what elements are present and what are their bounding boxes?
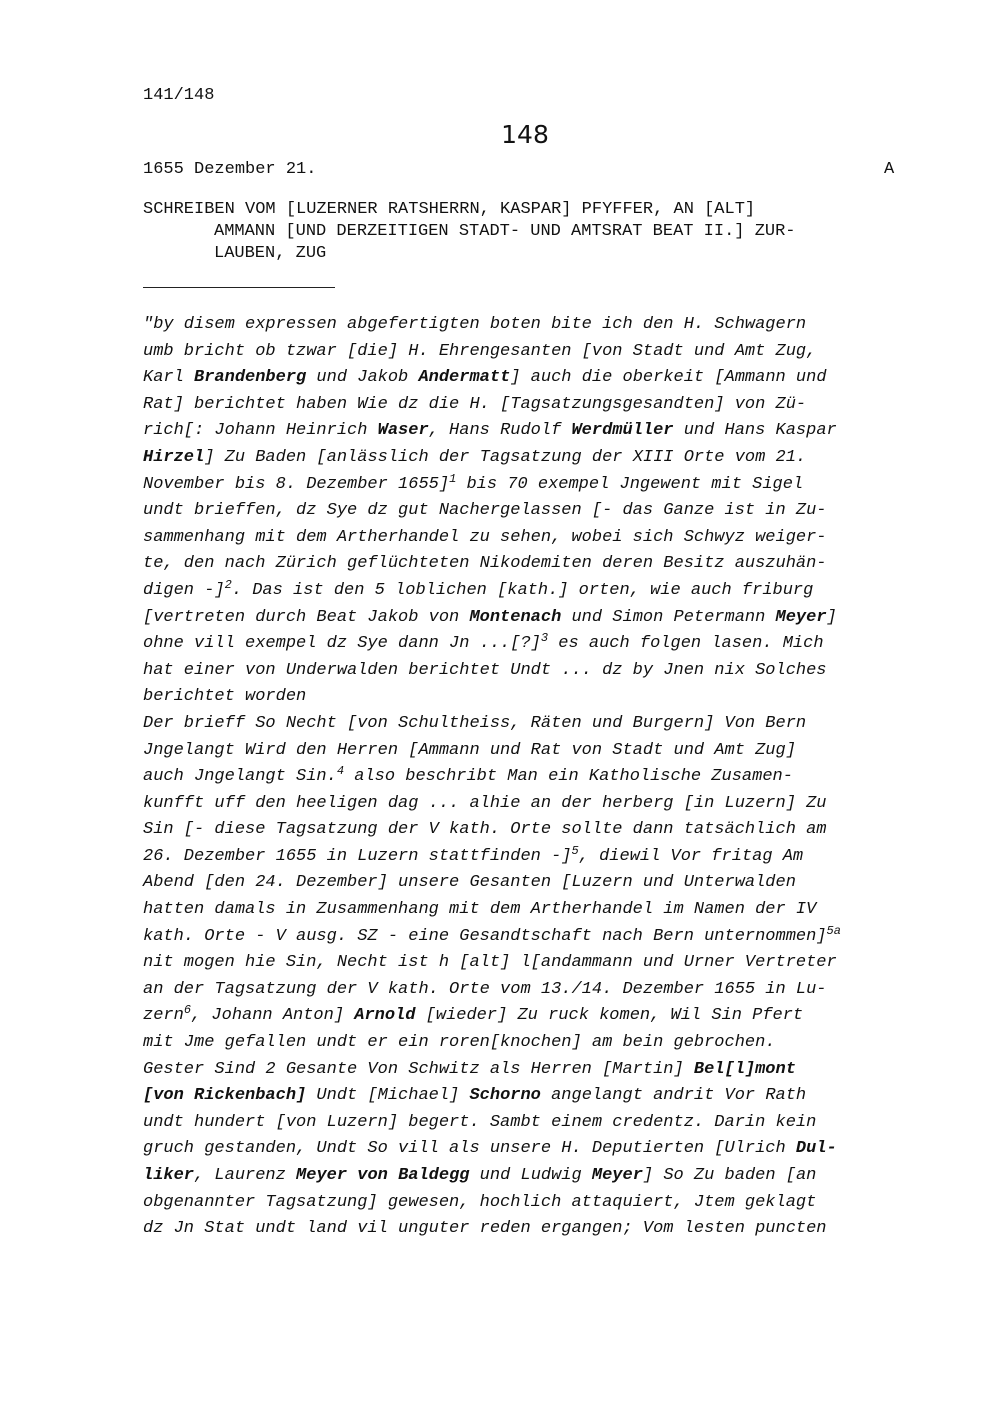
body-line	[143, 578, 943, 605]
body-text-segment: Rat] berichtet haben Wie dz die H. [Tagsatzungsgesandten] von Zü-	[143, 394, 807, 414]
body-text-segment: Gester Sind 2 Gesante Von Schwitz als Herren [Martin]	[143, 1059, 694, 1079]
body-line	[143, 897, 943, 924]
body-line	[143, 1083, 943, 1110]
body-line	[143, 1163, 943, 1190]
body-text-segment: und Simon Petermann	[561, 607, 776, 627]
page-reference: 141/148	[143, 86, 215, 105]
body-text-segment: ] auch die oberkeit [Ammann und	[510, 368, 827, 388]
body-line	[143, 977, 943, 1004]
body-line	[143, 605, 943, 632]
body-text-segment: und Ludwig	[469, 1166, 592, 1185]
body-text-segment: und Jakob	[306, 368, 419, 388]
footnote-marker: 3	[540, 631, 549, 646]
body-text-segment: , Johann Anton]	[191, 1006, 355, 1026]
body-text-segment: ] Zu Baden [anlässlich der Tagsatzung der XIII Orte vom 21.	[204, 447, 807, 467]
document-heading	[143, 199, 923, 265]
body-text-segment: [vertreten durch Beat Jakob von	[143, 607, 470, 627]
body-line	[143, 339, 943, 366]
body-text-segment: auch Jngelangt Sin.	[143, 767, 337, 787]
body-line	[143, 1057, 943, 1084]
body-line	[143, 844, 943, 871]
person-name: Meyer	[591, 1166, 643, 1185]
body-text-segment: gruch gestanden, Undt So vill als unsere H. Deputierten [Ulrich	[143, 1139, 796, 1159]
body-line	[143, 392, 943, 419]
body-text-segment: , Laurenz	[194, 1166, 297, 1185]
body-line	[143, 418, 943, 445]
person-name: Waser	[377, 421, 429, 441]
body-text-segment: hat einer von Underwalden berichtet Undt ... dz by Jnen nix Solches	[143, 660, 827, 680]
body-text-segment: mit Jme gefallen undt er ein roren[knochen] am bein gebrochen.	[143, 1033, 776, 1053]
person-name: liker	[143, 1166, 195, 1185]
body-line	[143, 924, 943, 951]
body-text-segment: digen -]	[143, 580, 225, 600]
body-text-segment: umb bricht ob tzwar [die] H. Ehrengesanten [von Stadt und Amt Zug,	[143, 341, 817, 361]
body-text-segment: November bis 8. Dezember 1655]	[143, 474, 450, 494]
footnote-marker: 5	[571, 843, 579, 858]
footnote-marker: 1	[449, 471, 457, 486]
body-text-segment: [wieder] Zu ruck komen, Wil Sin Pfert	[415, 1006, 804, 1026]
body-text-segment: bis 70 exempel Jngewent mit Sigel	[456, 474, 804, 494]
body-text-segment: also beschribt Man ein Katholische Zusamen-	[344, 767, 793, 787]
body-text-segment: dz Jn Stat undt land vil unguter reden ergangen; Vom lesten puncten	[143, 1219, 827, 1239]
body-line	[143, 870, 943, 897]
body-line	[143, 525, 943, 552]
body-line	[143, 1030, 943, 1057]
body-text-segment: . Das ist den 5 loblichen [kath.] orten, wie auch friburg	[231, 580, 814, 600]
person-name: Bel[l]mont	[693, 1059, 796, 1079]
person-name: Montenach	[469, 607, 562, 627]
body-text-segment: obgenannter Tagsatzung] gewesen, hochlich attaquiert, Jtem geklagt	[143, 1192, 817, 1212]
document-number: 148	[501, 120, 549, 149]
body-line	[143, 312, 943, 339]
body-text-segment: angelangt andrit Vor Rath	[540, 1086, 807, 1106]
body-text-segment: Sin [- diese Tagsatzung der V kath. Orte sollte dann tatsächlich am	[143, 820, 827, 840]
body-line	[143, 1136, 943, 1163]
body-line	[143, 365, 943, 392]
body-text-segment: ohne vill exempel dz Sye dann Jn ...[?]	[143, 634, 541, 654]
person-name: Meyer von Baldegg	[296, 1166, 470, 1185]
body-text-segment: , diewil Vor fritag Am	[578, 846, 804, 866]
body-text-segment: Abend [den 24. Dezember] unsere Gesanten [Luzern und Unterwalden	[143, 873, 796, 893]
heading-line: AMMANN [UND DERZEITIGEN STADT- UND AMTSRAT BEAT II.] ZUR-	[214, 222, 796, 241]
body-line	[143, 817, 943, 844]
body-text-segment: und Hans Kaspar	[673, 421, 837, 441]
body-text-segment: an der Tagsatzung der V kath. Orte vom 13./14. Dezember 1655 in Lu-	[143, 979, 827, 999]
heading-line: LAUBEN, ZUG	[214, 244, 327, 263]
body-line	[143, 631, 943, 658]
person-name: Werdmüller	[571, 421, 674, 441]
person-name: Hirzel	[143, 447, 205, 467]
body-line	[143, 764, 943, 791]
body-line	[143, 738, 943, 765]
heading-divider	[143, 287, 335, 288]
body-text-segment: kunfft uff den heeligen dag ... alhie an der herberg [in Luzern] Zu	[143, 793, 827, 813]
body-text-segment: sammenhang mit dem Artherhandel zu sehen, wobei sich Schwyz weiger-	[143, 527, 827, 547]
person-name: Dul-	[795, 1139, 837, 1159]
body-text-segment: rich[: Johann Heinrich	[143, 421, 378, 441]
footnote-marker: 6	[183, 1003, 192, 1018]
letter-body	[143, 312, 943, 1243]
body-line	[143, 551, 943, 578]
classification-mark: A	[884, 160, 895, 179]
footnote-marker: 2	[224, 577, 232, 592]
body-text-segment: nit mogen hie Sin, Necht ist h [alt] l[andammann und Urner Vertreter	[143, 953, 837, 973]
body-text-segment: hatten damals in Zusammenhang mit dem Artherhandel im Namen der IV	[143, 900, 817, 920]
person-name: Meyer	[775, 607, 827, 627]
footnote-marker: 4	[336, 764, 345, 779]
body-line	[143, 445, 943, 472]
body-line	[143, 472, 943, 499]
body-text-segment: Der brieff So Necht [von Schultheiss, Räten und Burgern] Von Bern	[143, 713, 807, 733]
body-line	[143, 1190, 943, 1217]
body-line	[143, 498, 943, 525]
body-line	[143, 711, 943, 738]
body-text-segment: undt brieffen, dz Sye dz gut Nachergelassen [- das Ganze ist in Zu-	[143, 501, 827, 521]
body-text-segment: 26. Dezember 1655 in Luzern stattfinden -]	[143, 846, 572, 866]
body-text-segment: Undt [Michael]	[306, 1086, 470, 1106]
body-text-segment: Karl	[143, 368, 195, 388]
body-text-segment: zern	[143, 1006, 184, 1026]
person-name: Andermatt	[418, 368, 511, 388]
body-text-segment: te, den nach Zürich geflüchteten Nikodemiten deren Besitz auszuhän-	[143, 554, 827, 574]
body-line	[143, 684, 943, 711]
person-name: [von Rickenbach]	[143, 1086, 307, 1106]
body-text-segment: berichtet worden	[143, 687, 307, 707]
body-text-segment: ] So Zu baden [an	[642, 1166, 817, 1185]
body-line	[143, 1110, 943, 1137]
document-date: 1655 Dezember 21.	[143, 160, 317, 179]
body-text-segment: undt hundert [von Luzern] begert. Sambt einem credentz. Darin kein	[143, 1112, 817, 1132]
body-text-segment: kath. Orte - V ausg. SZ - eine Gesandtschaft nach Bern unternommen]	[143, 926, 827, 946]
body-line	[143, 1003, 943, 1030]
body-text-segment: "by disem expressen abgefertigten boten bite ich den H. Schwagern	[143, 315, 807, 334]
body-line	[143, 950, 943, 977]
body-text-segment: Jngelangt Wird den Herren [Ammann und Rat von Stadt und Amt Zug]	[143, 740, 796, 760]
body-line	[143, 791, 943, 818]
body-line	[143, 1216, 943, 1243]
footnote-marker: 5a	[826, 923, 841, 938]
person-name: Schorno	[469, 1086, 541, 1106]
body-text-segment: ]	[826, 607, 837, 627]
body-text-segment: , Hans Rudolf	[428, 421, 572, 441]
person-name: Arnold	[354, 1006, 416, 1026]
body-text-segment: es auch folgen lasen. Mich	[548, 634, 824, 654]
heading-line: SCHREIBEN VOM [LUZERNER RATSHERRN, KASPAR] PFYFFER, AN [ALT]	[143, 200, 756, 219]
body-line	[143, 658, 943, 685]
person-name: Brandenberg	[194, 368, 307, 388]
